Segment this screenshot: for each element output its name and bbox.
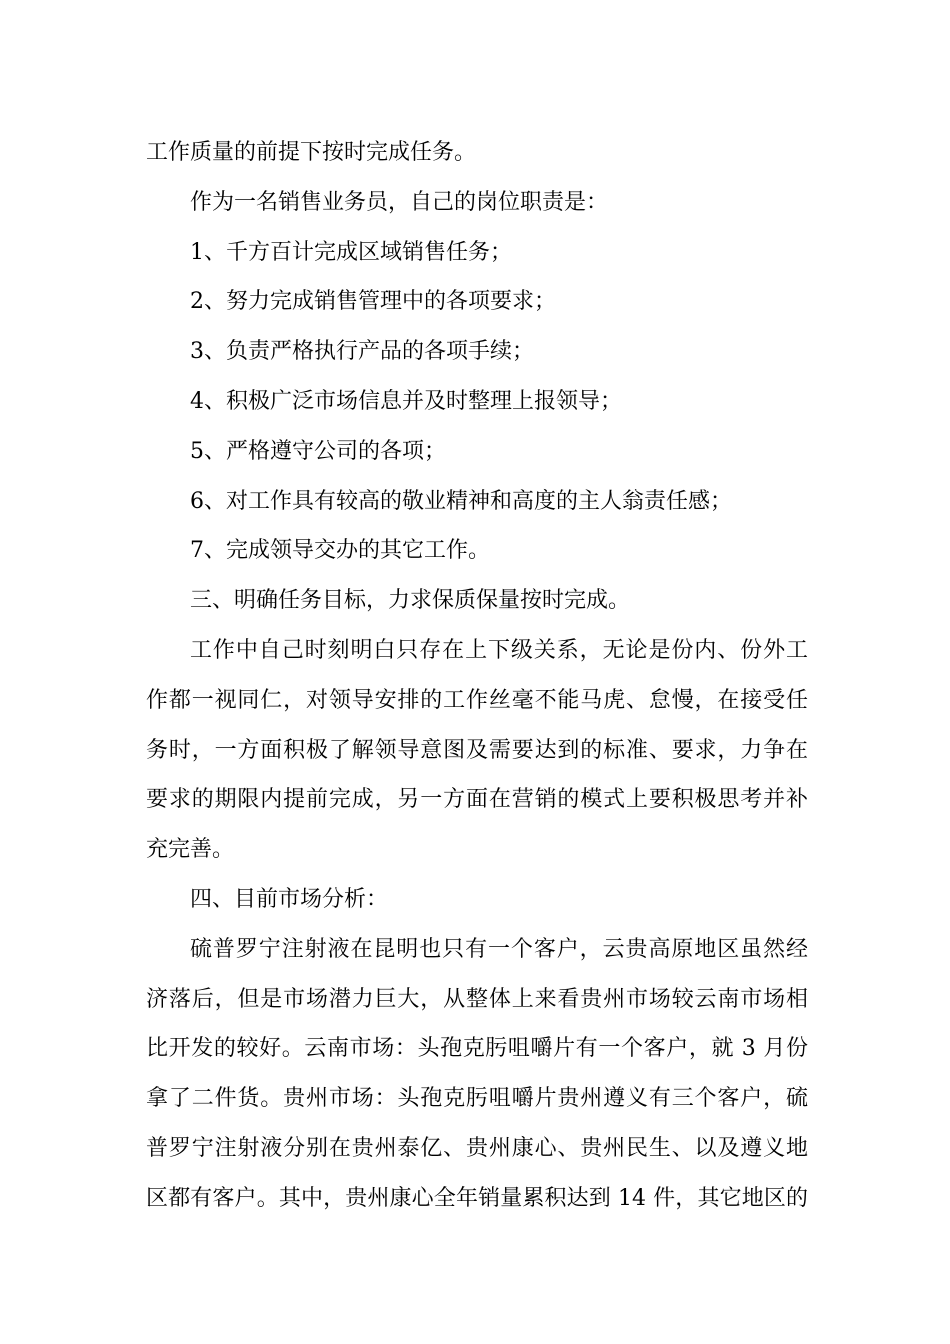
list-item: 2、努力完成销售管理中的各项要求；	[190, 289, 556, 315]
body-line: 充完善。	[146, 837, 235, 863]
section-heading: 四、目前市场分析：	[190, 886, 389, 912]
list-item: 6、对工作具有较高的敬业精神和高度的主人翁责任感；	[190, 488, 732, 514]
list-item: 7、完成领导交办的其它工作。	[190, 538, 490, 564]
body-line: 作为一名销售业务员，自己的岗位职责是：	[190, 189, 609, 215]
body-line: 作都一视同仁，对领导安排的工作丝毫不能马虎、怠慢，在接受任	[146, 687, 808, 713]
body-line: 硫普罗宁注射液在昆明也只有一个客户，云贵高原地区虽然经	[190, 936, 808, 962]
body-line: 要求的期限内提前完成，另一方面在营销的模式上要积极思考并补	[146, 787, 808, 813]
section-heading: 三、明确任务目标，力求保质保量按时完成。	[190, 588, 631, 614]
list-item: 5、严格遵守公司的各项；	[190, 438, 446, 464]
body-line: 工作中自己时刻明白只存在上下级关系，无论是份内、份外工	[190, 637, 808, 663]
list-item: 4、积极广泛市场信息并及时整理上报领导；	[190, 388, 622, 414]
body-line: 工作质量的前提下按时完成任务。	[146, 140, 477, 165]
body-line: 区都有客户。其中，贵州康心全年销量累积达到 14 件，其它地区的	[146, 1185, 808, 1211]
document-body	[146, 128, 808, 1224]
body-line: 比开发的较好。云南市场：头孢克肟咀嚼片有一个客户，就 3 月份	[146, 1036, 808, 1062]
list-item: 3、负责严格执行产品的各项手续；	[190, 339, 534, 365]
body-line: 拿了二件货。贵州市场：头孢克肟咀嚼片贵州遵义有三个客户，硫	[146, 1086, 808, 1112]
body-line: 普罗宁注射液分别在贵州泰亿、贵州康心、贵州民生、以及遵义地	[146, 1135, 808, 1161]
list-item: 1、千方百计完成区域销售任务；	[190, 239, 512, 265]
body-line: 济落后，但是市场潜力巨大，从整体上来看贵州市场较云南市场相	[146, 986, 808, 1012]
body-line: 务时，一方面积极了解领导意图及需要达到的标准、要求，力争在	[146, 737, 808, 763]
